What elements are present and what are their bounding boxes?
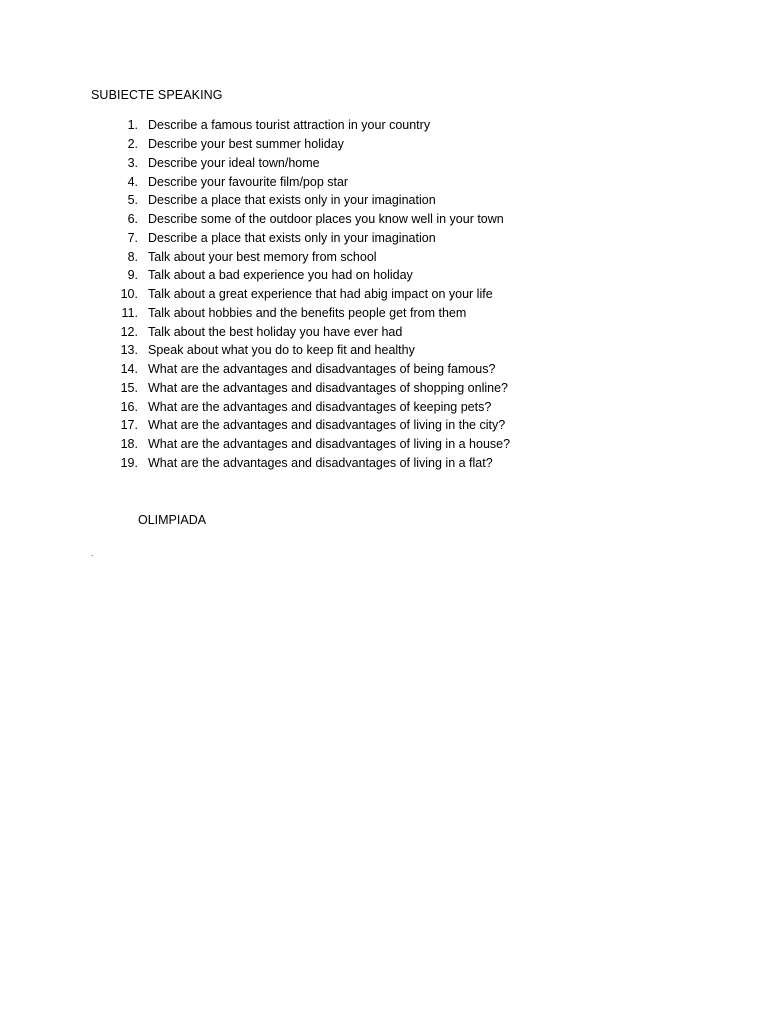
item-text: Talk about a great experience that had abig impact on your life [148,287,493,302]
list-item [110,341,730,360]
list-item [110,266,730,285]
item-number: 2. [127,137,138,152]
item-number: 3. [127,155,138,170]
document-title: SUBIECTE SPEAKING [91,88,223,102]
list-item [110,172,730,191]
item-number: 12. [120,324,138,339]
item-text: Talk about hobbies and the benefits people get from them [148,305,467,320]
item-text: Talk about the best holiday you have ever had [148,324,403,339]
item-text: Describe a famous tourist attraction in your country [148,118,431,133]
item-text: Describe some of the outdoor places you know well in your town [148,212,504,227]
item-text: Describe your ideal town/home [148,155,320,170]
list-item [110,229,730,248]
item-text: Describe your best summer holiday [148,137,344,152]
list-item [110,435,730,454]
item-number: 8. [127,249,138,264]
list-item [110,360,730,379]
item-number: 11. [121,305,138,320]
list-item [110,210,730,229]
item-text: What are the advantages and disadvantages of shopping online? [148,380,508,395]
item-number: 4. [127,174,138,189]
item-number: 13. [120,343,138,358]
list-item [110,322,730,341]
item-text: Speak about what you do to keep fit and healthy [148,343,415,358]
item-text: What are the advantages and disadvantages of living in a house? [148,437,511,452]
item-text: Talk about a bad experience you had on holiday [148,268,413,283]
item-number: 14. [120,362,138,377]
list-item [110,285,730,304]
item-number: 10. [120,287,138,302]
list-item [110,379,730,398]
list-item [110,416,730,435]
list-item [110,191,730,210]
item-number: 18. [120,437,138,452]
list-item [110,304,730,323]
list-item [110,454,730,473]
list-item [110,135,730,154]
item-text: What are the advantages and disadvantages of living in a flat? [148,455,493,470]
item-number: 15. [120,380,138,395]
item-number: 7. [127,230,138,245]
item-number: 6. [127,212,138,227]
topic-list [110,116,730,472]
item-number: 5. [127,193,138,208]
item-number: 16. [120,399,138,414]
item-text: What are the advantages and disadvantages of living in the city? [148,418,506,433]
item-text: Describe your favourite film/pop star [148,174,349,189]
item-text: What are the advantages and disadvantages of keeping pets? [148,399,492,414]
section-title: OLIMPIADA [138,513,207,527]
item-text: What are the advantages and disadvantages of being famous? [148,362,496,377]
list-item [110,116,730,135]
item-text: Describe a place that exists only in your imagination [148,193,436,208]
list-item [110,397,730,416]
item-number: 19. [120,455,138,470]
item-text: Talk about your best memory from school [148,249,377,264]
item-text: Describe a place that exists only in your imagination [148,230,436,245]
list-item [110,154,730,173]
item-number: 1. [127,118,138,133]
stray-mark: . [91,548,94,558]
item-number: 17. [120,418,138,433]
item-number: 9. [127,268,138,283]
list-item [110,247,730,266]
